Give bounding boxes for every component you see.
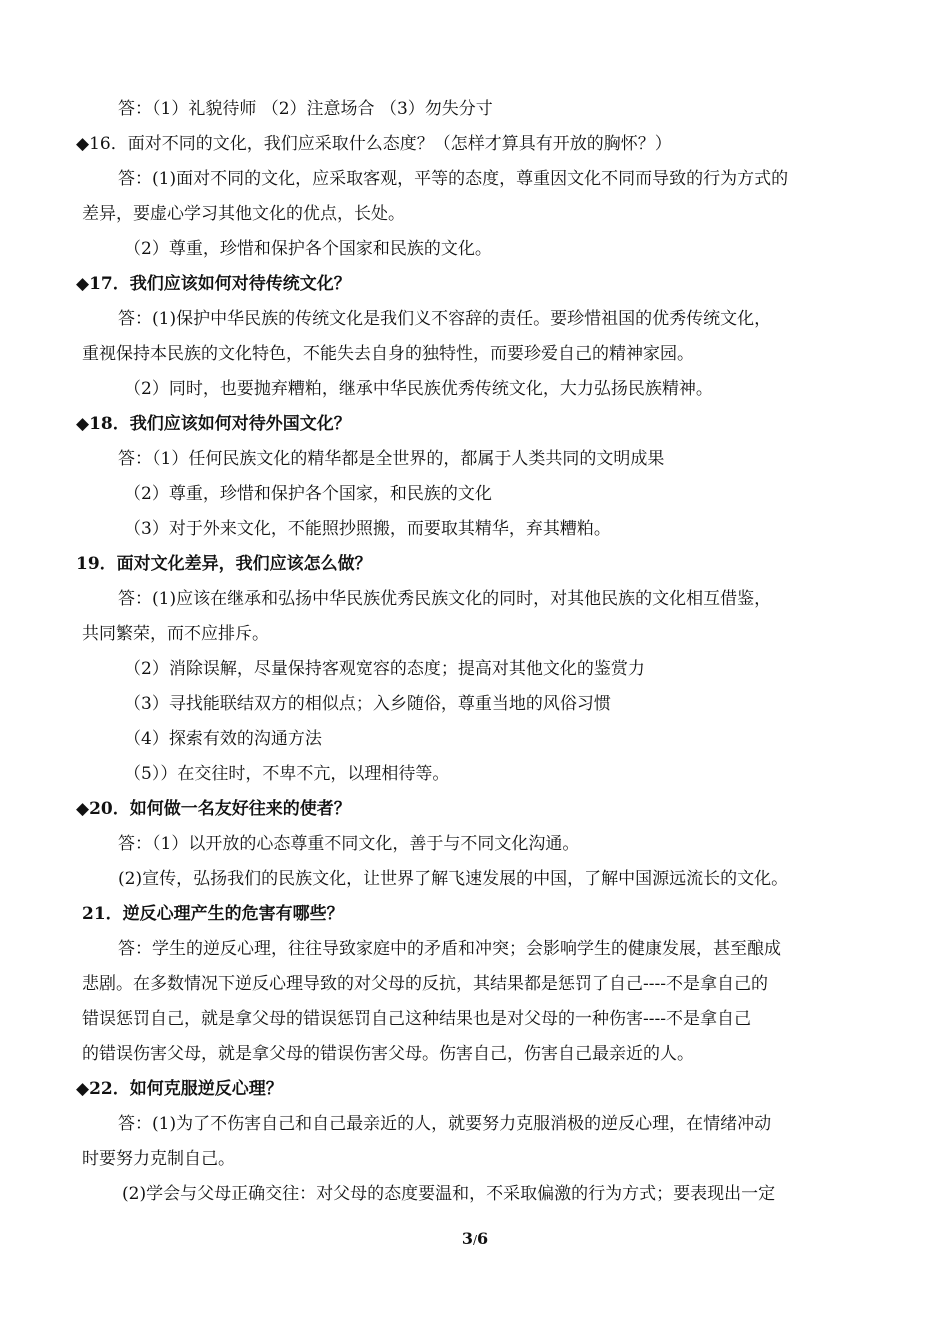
answer-line: 答：(1)为了不伤害自己和自己最亲近的人，就要努力克服消极的逆反心理，在情绪冲动 (118, 1114, 772, 1134)
question-16: ◆16．面对不同的文化，我们应采取什么态度？（怎样才算具有开放的胸怀？） (76, 134, 672, 154)
answer-line: 答：（1）以开放的心态尊重不同文化，善于与不同文化沟通。 (118, 834, 580, 854)
answer-line: （3）寻找能联结双方的相似点；入乡随俗，尊重当地的风俗习惯 (124, 694, 611, 714)
answer-line: 的错误伤害父母，就是拿父母的错误伤害父母。伤害自己，伤害自己最亲近的人。 (82, 1044, 694, 1064)
answer-line: 悲剧。在多数情况下逆反心理导致的对父母的反抗，其结果都是惩罚了自己----不是拿自己的 (82, 974, 768, 994)
question-20: ◆20．如何做一名友好往来的使者？ (76, 799, 351, 819)
answer-line: 重视保持本民族的文化特色，不能失去自身的独特性，而要珍爱自己的精神家园。 (82, 344, 694, 364)
answer-line: 答：（1）礼貌待师 （2）注意场合 （3）勿失分寸 (118, 99, 493, 119)
answer-line: （5））在交往时，不卑不亢，以理相待等。 (124, 764, 450, 784)
answer-line: （3）对于外来文化，不能照抄照搬，而要取其精华，弃其糟粕。 (124, 519, 611, 539)
answer-line: （2）同时，也要抛弃糟粕，继承中华民族优秀传统文化，大力弘扬民族精神。 (124, 379, 713, 399)
total-pages: 6 (477, 1229, 489, 1248)
question-18: ◆18．我们应该如何对待外国文化？ (76, 414, 351, 434)
question-22: ◆22．如何克服逆反心理？ (76, 1079, 283, 1099)
answer-line: 共同繁荣，而不应排斥。 (82, 624, 269, 644)
answer-line: （2）尊重，珍惜和保护各个国家和民族的文化。 (124, 239, 492, 259)
page-number (0, 1229, 950, 1248)
answer-line: (2)宣传，弘扬我们的民族文化，让世界了解飞速发展的中国，了解中国源远流长的文化。 (118, 869, 789, 889)
answer-line: 答：（1）任何民族文化的精华都是全世界的，都属于人类共同的文明成果 (118, 449, 665, 469)
question-21: 21．逆反心理产生的危害有哪些？ (82, 904, 344, 924)
answer-line: (2)学会与父母正确交往：对父母的态度要温和，不采取偏激的行为方式；要表现出一定 (122, 1184, 776, 1204)
page-separator: / (472, 1233, 478, 1247)
answer-line: （2）尊重，珍惜和保护各个国家，和民族的文化 (124, 484, 492, 504)
answer-line: 答：(1)保护中华民族的传统文化是我们义不容辞的责任。要珍惜祖国的优秀传统文化， (118, 309, 772, 329)
answer-line: （2）消除误解，尽量保持客观宽容的态度；提高对其他文化的鉴赏力 (124, 659, 645, 679)
current-page: 3 (461, 1229, 473, 1248)
answer-line: 答：学生的逆反心理，往往导致家庭中的矛盾和冲突；会影响学生的健康发展，甚至酿成 (118, 939, 781, 959)
answer-line: 答：(1)应该在继承和弘扬中华民族优秀民族文化的同时，对其他民族的文化相互借鉴， (118, 589, 772, 609)
answer-line: （4）探索有效的沟通方法 (124, 729, 322, 749)
answer-line: 答：(1)面对不同的文化，应采取客观，平等的态度，尊重因文化不同而导致的行为方式的 (118, 169, 789, 189)
question-17: ◆17．我们应该如何对待传统文化？ (76, 274, 351, 294)
question-19: 19．面对文化差异，我们应该怎么做？ (76, 554, 372, 574)
answer-line: 错误惩罚自己，就是拿父母的错误惩罚自己这种结果也是对父母的一种伤害----不是拿自己 (82, 1009, 751, 1029)
answer-line: 时要努力克制自己。 (82, 1149, 235, 1169)
answer-line: 差异，要虚心学习其他文化的优点，长处。 (82, 204, 405, 224)
